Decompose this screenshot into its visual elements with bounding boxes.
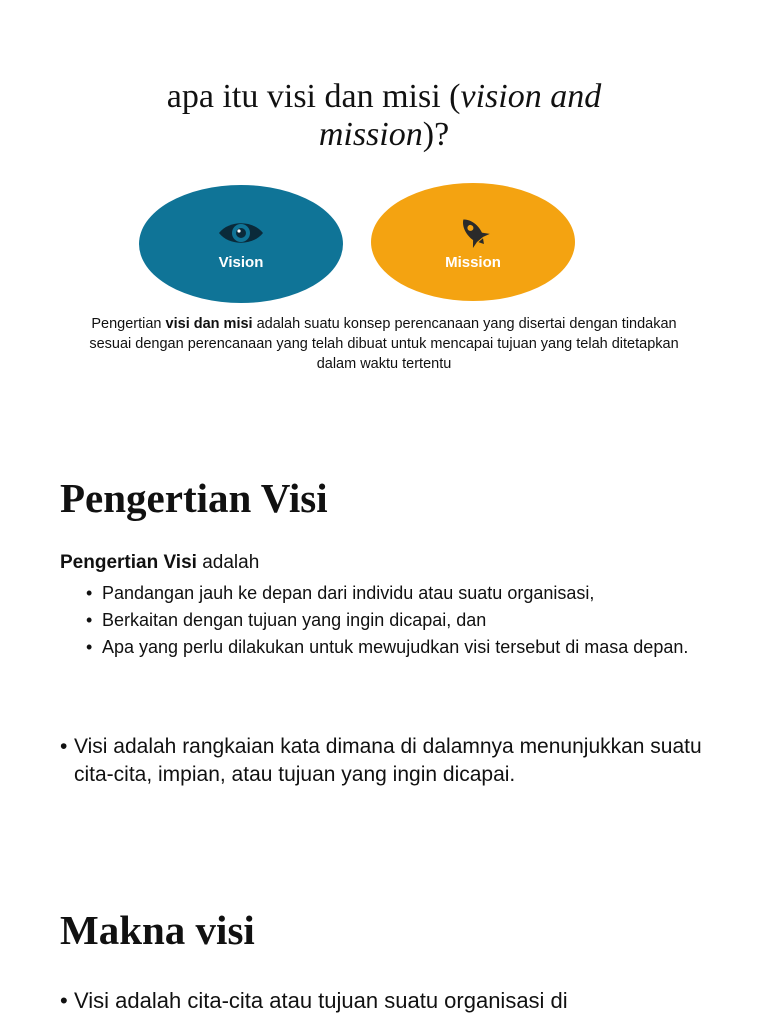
slide-pengertian-visi — [0, 440, 768, 870]
title-text: apa itu visi dan misi ( — [166, 78, 461, 115]
sub-bullet-list — [86, 580, 716, 661]
slide-heading: Makna visi — [60, 907, 255, 953]
vision-label: Vision — [218, 253, 264, 271]
title-italic-text: mission — [318, 116, 423, 153]
title-text: )? — [422, 116, 450, 153]
desc-bold-text: visi dan misi — [165, 316, 253, 332]
slide-vision-mission-intro — [0, 0, 768, 440]
intro-line — [60, 552, 259, 574]
desc-text: Pengertian — [91, 316, 166, 332]
definition-paragraph — [84, 314, 684, 374]
intro-bold-text: Pengertian Visi — [60, 552, 197, 573]
desc-text: adalah suatu konsep perencanaan yang disertai dengan tindakan sesuai dengan perencanaan yang telah dibuat untuk mencapai tujuan yang telah ditetapkan dalam waktu tertentu — [89, 316, 679, 372]
vision-badge — [139, 185, 343, 303]
list-item: • Berkaitan dengan tujuan yang ingin dicapai, dan — [86, 607, 716, 633]
slide-heading: Pengertian Visi — [60, 475, 328, 521]
main-bullet: • Visi adalah rangkaian kata dimana di dalamnya menunjukkan suatu cita-cita, impian, atau tujuan yang ingin dicapai. — [60, 733, 734, 789]
main-bullet: • Visi adalah cita-cita atau tujuan suatu organisasi di — [60, 986, 734, 1016]
slide-title — [0, 78, 768, 154]
list-item: • Pandangan jauh ke depan dari individu atau suatu organisasi, — [86, 580, 716, 606]
eye-icon — [217, 218, 265, 248]
list-item: • Apa yang perlu dilakukan untuk mewujudkan visi tersebut di masa depan. — [86, 634, 716, 660]
slide-makna-visi — [0, 870, 768, 1024]
mission-badge — [371, 183, 575, 301]
title-italic-text: vision and — [460, 78, 602, 115]
mission-label: Mission — [445, 253, 501, 271]
intro-text: adalah — [196, 552, 260, 573]
rocket-icon — [451, 214, 495, 248]
